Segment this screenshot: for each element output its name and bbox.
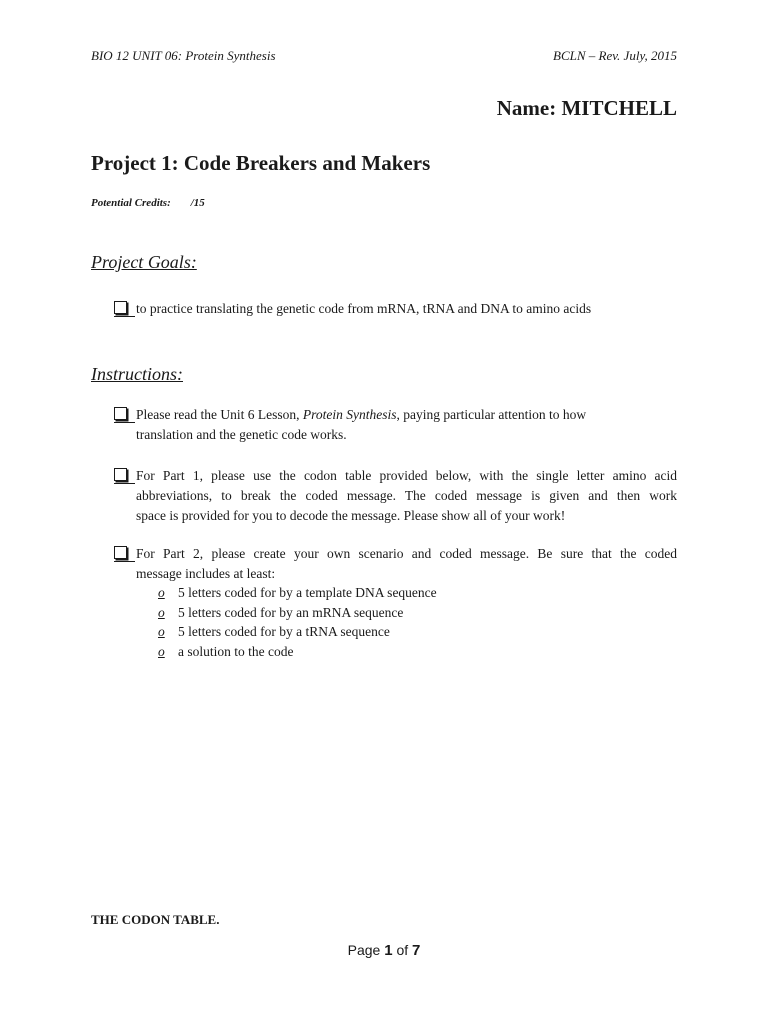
bullet-o-icon: o <box>158 624 165 639</box>
instruction-2-line-1: For Part 1, please use the codon table provided below, with the single letter amino acid <box>136 468 677 483</box>
instruction-1-text-post: , paying particular attention to how <box>396 407 587 422</box>
project-goals-heading: Project Goals: <box>91 252 197 272</box>
current-page: 1 <box>384 942 393 959</box>
page-word: Page <box>347 942 381 958</box>
instruction-item-3 <box>114 544 677 584</box>
page-number <box>0 942 768 959</box>
checkbox-icon <box>114 546 135 562</box>
student-name: Name: MITCHELL <box>496 96 677 120</box>
list-item: o 5 letters coded for by an mRNA sequence <box>158 603 437 623</box>
instruction-1-text-pre: Please read the Unit 6 Lesson, <box>136 407 303 422</box>
bullet-o-icon: o <box>158 643 165 659</box>
header-course-title: BIO 12 UNIT 06: Protein Synthesis <box>91 48 276 63</box>
instruction-1-line-2: translation and the genetic code works. <box>136 427 347 442</box>
of-word: of <box>396 942 409 958</box>
page-title: Project 1: Code Breakers and Makers <box>91 151 431 175</box>
instruction-1-lesson-title: Protein Synthesis <box>302 407 397 422</box>
instruction-item-2 <box>114 466 677 526</box>
list-item: o a solution to the code <box>158 642 437 662</box>
bullet-o-icon: o <box>158 604 165 620</box>
instruction-3-line-2: message includes at least: <box>136 566 276 581</box>
goal-item <box>114 301 591 317</box>
list-item: o 5 letters coded for by a tRNA sequence <box>158 622 437 642</box>
instructions-heading: Instructions: <box>91 364 183 384</box>
instruction-2-line-3: space is provided for you to decode the message. Please show all of your work! <box>136 508 566 523</box>
credits-score: /15 <box>190 197 205 209</box>
requirements-list <box>158 583 437 661</box>
instruction-3-line-1: For Part 2, please create your own scenario and coded message. Be sure that the coded <box>136 546 677 561</box>
header-revision: BCLN – Rev. July, 2015 <box>553 48 677 63</box>
instruction-item-1 <box>114 405 677 445</box>
goal-item-text: to practice translating the genetic code from mRNA, tRNA and DNA to amino acids <box>136 301 592 316</box>
total-pages: 7 <box>412 942 421 959</box>
bullet-o-icon: o <box>158 585 165 600</box>
instruction-2-line-2: abbreviations, to break the coded message. The coded message is given and then work <box>136 488 677 503</box>
potential-credits <box>91 197 205 209</box>
checkbox-icon <box>114 407 135 423</box>
list-item: o 5 letters coded for by a template DNA sequence <box>158 583 437 603</box>
checkbox-icon <box>114 468 135 484</box>
codon-table-title: THE CODON TABLE. <box>91 912 220 927</box>
credits-label: Potential Credits: <box>91 197 171 209</box>
checkbox-icon <box>114 301 135 317</box>
